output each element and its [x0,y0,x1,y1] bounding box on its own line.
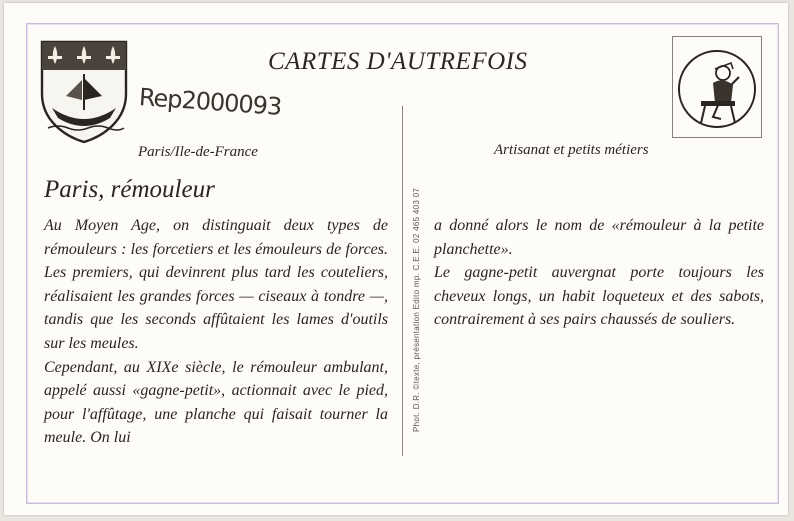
photo-credit: Phot. D.R. ©texte, présentation Edito mp. C.E.E. 02 465 403 07 [412,187,421,432]
craftsman-stamp-frame [672,36,762,138]
paragraph: Au Moyen Age, on distinguait deux types de rémouleurs : les forcetiers et les émouleurs de forces. Les premiers, qui devinrent plus tard les couteliers, réalisaient les grandes forces — ciseaux à tondre —, tandis que les seconds affûtaient les lames d'outils sur les meules. [44,217,388,352]
text-column-right [434,214,764,332]
paris-coat-of-arms-icon [38,38,130,144]
paragraph: a donné alors le nom de «rémouleur à la petite planchette». [434,217,764,258]
paragraph: Cependant, au XIXe siècle, le rémouleur ambulant, appelé aussi «gagne-petit», actionnait avec le pied, pour l'affûtage, une planche qui faisait tourner la meule. On lui [44,358,388,447]
paragraph: Le gagne-petit auvergnat porte toujours les cheveux longs, un habit loqueteux et des sabots, contrairement à ses pairs chaussés de souliers. [434,264,764,329]
text-column-left [44,214,388,450]
center-divider [402,106,403,456]
handwritten-reference: Rep2000093 [138,83,283,121]
craftsman-stamp-icon [673,37,761,137]
region-label: Paris/Ile-de-France [138,144,258,160]
theme-label: Artisanat et petits métiers [494,142,649,158]
collection-title: CARTES D'AUTREFOIS [268,48,528,75]
card-title: Paris, rémouleur [44,176,215,203]
